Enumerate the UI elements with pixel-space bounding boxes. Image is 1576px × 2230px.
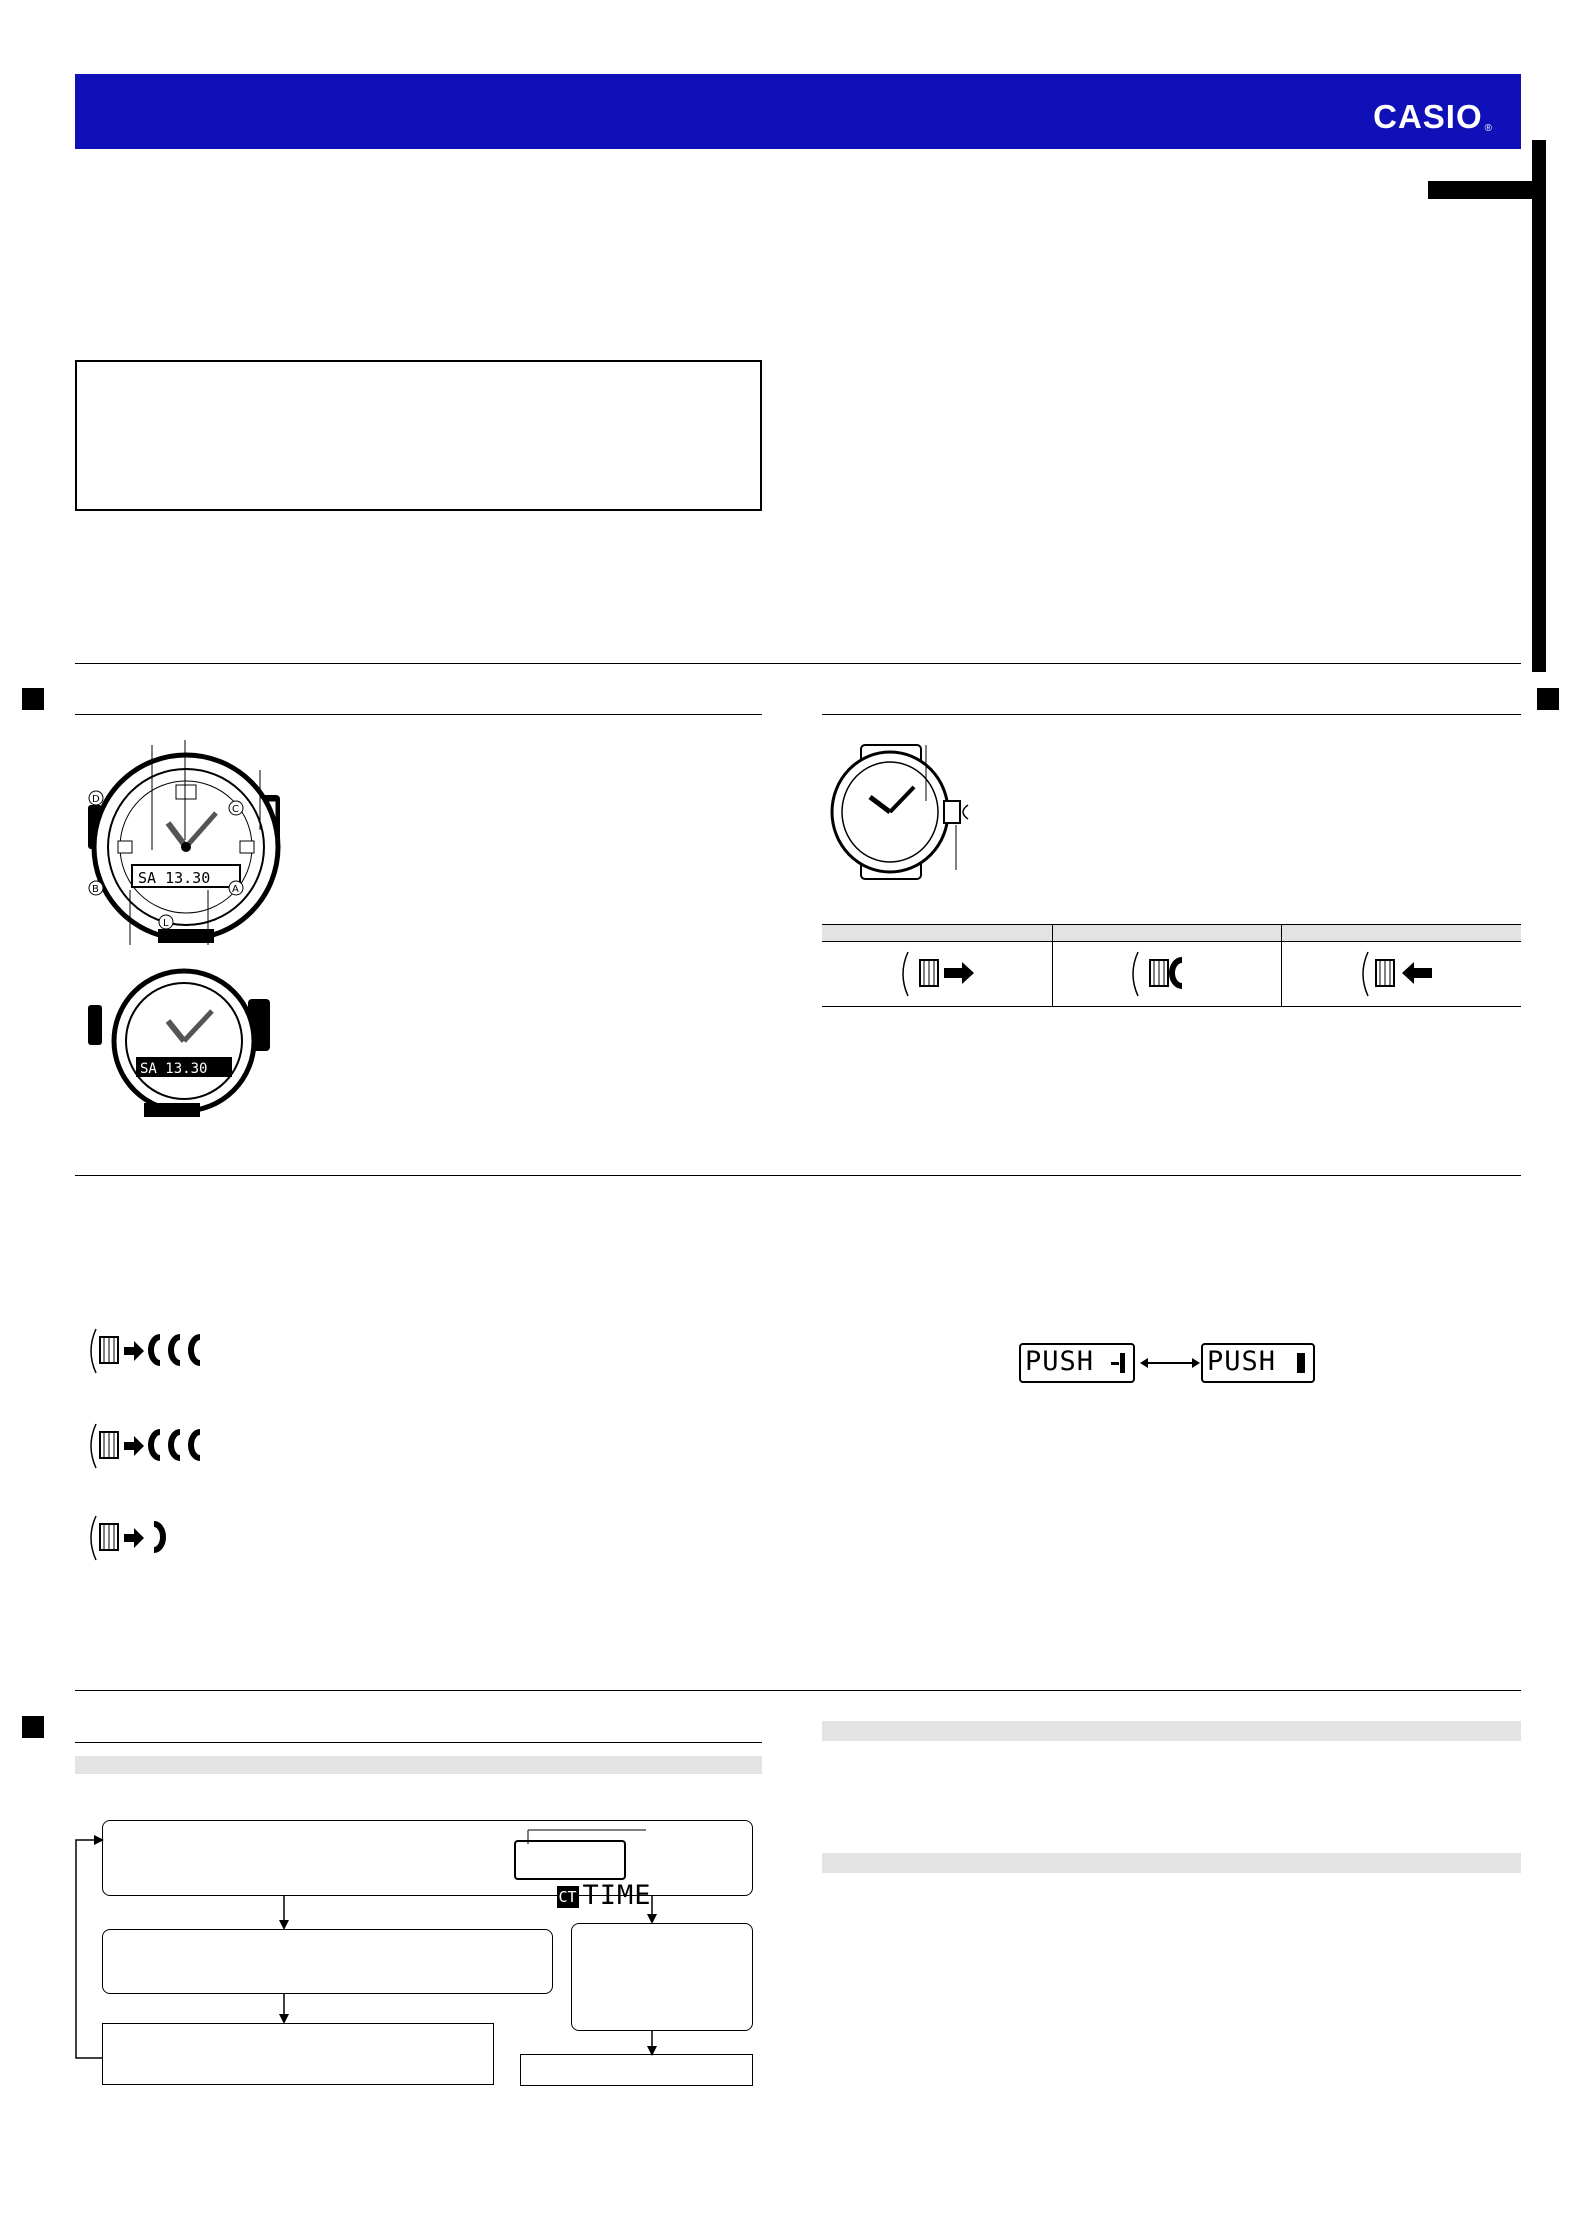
subsection-rule-right: [822, 714, 1521, 715]
casio-logo: [1373, 100, 1493, 133]
watch-face-illustration-lit: [88, 975, 288, 1125]
crown-rotate-icon: [1130, 948, 1210, 1000]
svg-text:C: C: [232, 804, 239, 815]
lcd-push-display-2: [1201, 1343, 1315, 1383]
section-divider: [75, 1175, 1521, 1176]
table-header: [822, 924, 1521, 942]
section-bullet-left: [22, 688, 44, 710]
watch-side-view: [826, 745, 976, 885]
flow-arrows: [70, 1820, 770, 2090]
time-mode-icon: CT: [558, 1887, 577, 1906]
subsection-rule-left: [75, 1742, 762, 1743]
svg-text:SA 13.30: SA 13.30: [140, 1061, 208, 1077]
table-bottom-rule: [822, 1006, 1521, 1007]
crown-pull-out-icon: [900, 948, 980, 1000]
double-arrow-icon: [1140, 1355, 1200, 1371]
lcd-push-text: PUSH: [1207, 1346, 1277, 1377]
crown-rotate-fast-icon: [88, 1420, 228, 1472]
watch-day-display: SA 13.30: [138, 869, 211, 887]
svg-text:D: D: [92, 794, 100, 805]
side-tab-vertical: [1532, 140, 1546, 672]
registered-mark: ®: [1484, 123, 1493, 134]
table-column-divider: [1052, 924, 1053, 1006]
section-bullet-right: [1537, 688, 1559, 710]
subsection-rule-left: [75, 714, 762, 715]
section-divider: [75, 1690, 1521, 1691]
subheading-bar: [822, 1853, 1521, 1873]
crown-push-in-icon: [1360, 948, 1440, 1000]
section-divider: [75, 663, 1521, 664]
subheading-bar: [822, 1721, 1521, 1741]
header-bar: [75, 74, 1521, 149]
button-labels-watch-1: [88, 790, 258, 930]
section-bullet-left: [22, 1716, 44, 1738]
svg-text:B: B: [92, 884, 99, 895]
lcd-time-text: TIME: [582, 1880, 652, 1911]
crown-rotate-stop-icon: [88, 1512, 188, 1564]
lcd-push-display-1: [1019, 1343, 1135, 1383]
svg-text:L: L: [163, 918, 169, 929]
crown-rotate-fast-icon: [88, 1325, 228, 1377]
side-tab-horizontal: [1428, 181, 1532, 199]
svg-text:A: A: [232, 884, 239, 895]
table-column-divider: [1281, 924, 1282, 1006]
lcd-push-text: PUSH: [1025, 1346, 1095, 1377]
subheading-bar: [75, 1756, 762, 1774]
notice-box: [75, 360, 762, 511]
brand-name: CASIO: [1373, 98, 1483, 135]
